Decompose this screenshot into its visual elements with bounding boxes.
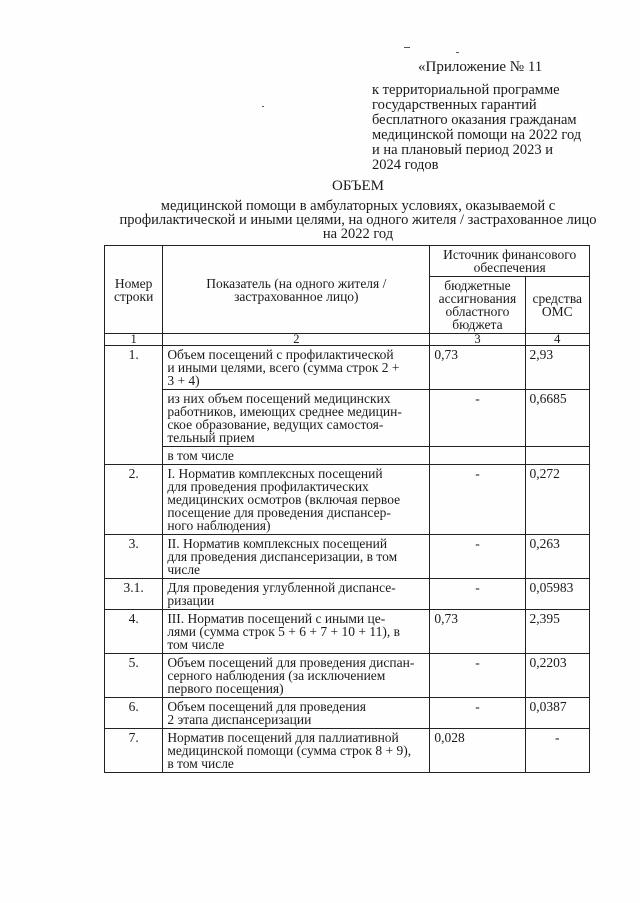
table-row: [105, 729, 590, 773]
row-budget-value: [430, 447, 525, 465]
document-title-line: медицинской помощи в амбулаторных условиях, оказываемой с: [160, 198, 556, 214]
row-number: 4.: [105, 610, 163, 654]
attachment-line: медицинской помощи на 2022 год: [372, 127, 582, 143]
row-number: 7.: [105, 729, 163, 773]
header-oms: средства ОМС: [525, 277, 589, 334]
header-funding-source: Источник финансового обеспечения: [430, 246, 590, 277]
attachment-line: 2024 годов: [372, 157, 439, 173]
column-number: 4: [525, 334, 589, 346]
row-budget-value: 0,73: [430, 346, 525, 390]
row-oms-value: 0,2203: [525, 654, 589, 698]
row-budget-value: -: [430, 698, 525, 729]
document-title-line: профилактической и иными целями, на одного жителя / застрахованное лицо: [119, 212, 597, 228]
row-number: 2.: [105, 465, 163, 535]
row-oms-value: 0,0387: [525, 698, 589, 729]
row-number: 6.: [105, 698, 163, 729]
row-indicator: II. Норматив комплексных посещений для проведения диспансеризации, в том числе: [163, 535, 430, 579]
header-budget: бюджетные ассигнования областного бюджета: [430, 277, 525, 334]
scan-speck: [404, 47, 410, 48]
table-row: [105, 610, 590, 654]
row-budget-value: -: [430, 465, 525, 535]
row-oms-value: [525, 447, 589, 465]
row-number: 1.: [105, 346, 163, 465]
attachment-heading: [372, 60, 622, 173]
table-row: [105, 698, 590, 729]
column-number: 1: [105, 334, 163, 346]
row-oms-value: 2,93: [525, 346, 589, 390]
table-row: [105, 535, 590, 579]
row-budget-value: -: [430, 654, 525, 698]
column-number: 3: [430, 334, 525, 346]
row-indicator: из них объем посещений медицинских работников, имеющих среднее медицин- ское образование, ведущих самостоя- тельный прием: [163, 390, 430, 447]
row-indicator: III. Норматив посещений с иными це- лями (сумма строк 5 + 6 + 7 + 10 + 11), в том числе: [163, 610, 430, 654]
table-row: [105, 447, 590, 465]
header-indicator: Показатель (на одного жителя / застрахованное лицо): [163, 246, 430, 334]
document-title-line: на 2022 год: [322, 226, 394, 242]
attachment-line: к территориальной программе: [372, 82, 560, 98]
row-oms-value: 0,05983: [525, 579, 589, 610]
row-budget-value: 0,028: [430, 729, 525, 773]
attachment-line: и на плановый период 2023 и: [372, 142, 554, 158]
column-number-row: [105, 334, 590, 346]
row-oms-value: 2,395: [525, 610, 589, 654]
row-budget-value: 0,73: [430, 610, 525, 654]
row-indicator: Объем посещений для проведения 2 этапа диспансеризации: [163, 698, 430, 729]
scan-speck: [456, 52, 459, 53]
attachment-line: бесплатного оказания гражданам: [372, 112, 577, 128]
row-number: 3.1.: [105, 579, 163, 610]
row-indicator: Норматив посещений для паллиативной медицинской помощи (сумма строк 8 + 9), в том числе: [163, 729, 430, 773]
row-budget-value: -: [430, 535, 525, 579]
document-title: [100, 179, 616, 241]
table-row: [105, 579, 590, 610]
table-row: [105, 390, 590, 447]
document-title-main: ОБЪЕМ: [332, 178, 384, 194]
row-indicator: Объем посещений с профилактической и иными целями, всего (сумма строк 2 + 3 + 4): [163, 346, 430, 390]
row-number: 5.: [105, 654, 163, 698]
volume-table: [104, 245, 590, 773]
table-header-row: [105, 246, 590, 277]
attachment-title: «Приложение № 11: [418, 59, 543, 75]
row-indicator: в том числе: [163, 447, 430, 465]
row-number: 3.: [105, 535, 163, 579]
table-row: [105, 465, 590, 535]
row-indicator: Объем посещений для проведения диспан- серного наблюдения (за исключением первого посещения): [163, 654, 430, 698]
row-budget-value: -: [430, 579, 525, 610]
row-budget-value: -: [430, 390, 525, 447]
header-row-number: Номер строки: [105, 246, 163, 334]
attachment-line: государственных гарантий: [372, 97, 537, 113]
table-row: [105, 654, 590, 698]
row-oms-value: 0,272: [525, 465, 589, 535]
scan-speck: [262, 106, 264, 107]
column-number: 2: [163, 334, 430, 346]
row-indicator: Для проведения углубленной диспансе- ризации: [163, 579, 430, 610]
row-oms-value: 0,6685: [525, 390, 589, 447]
row-indicator: I. Норматив комплексных посещений для проведения профилактических медицинских осмотров (включая первое посещение для проведения диспансер- ного наблюдения): [163, 465, 430, 535]
row-oms-value: 0,263: [525, 535, 589, 579]
row-oms-value: -: [525, 729, 589, 773]
table-row: [105, 346, 590, 390]
